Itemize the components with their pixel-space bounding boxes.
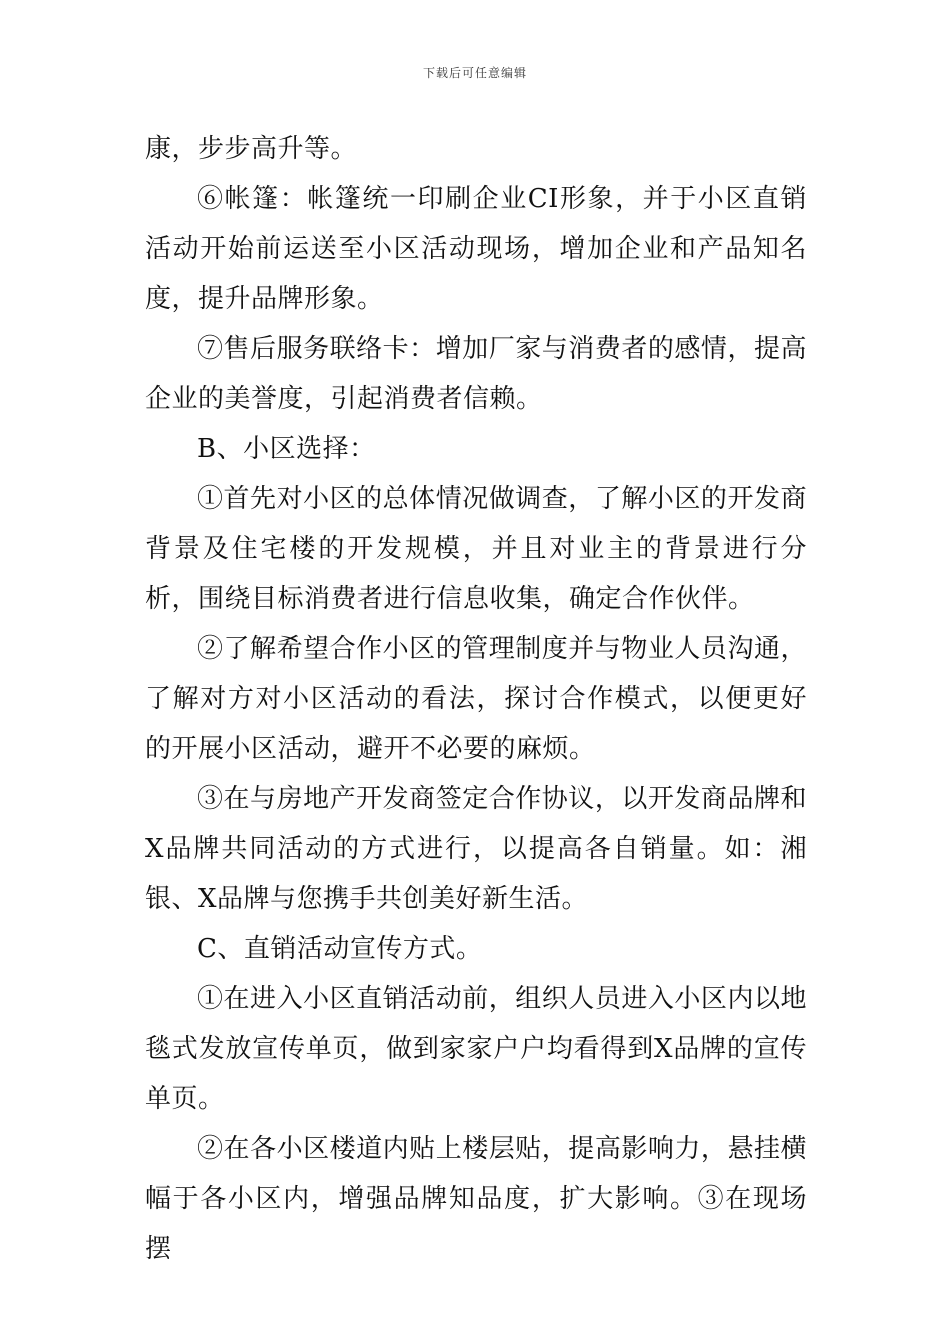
section-heading: B、小区选择：	[197, 434, 376, 464]
document-body	[145, 124, 807, 1274]
paragraph: ②在各小区楼道内贴上楼层贴，提高影响力，悬挂横幅于各小区内，增强品牌知品度，扩大影响。③在现场摆	[145, 1134, 807, 1264]
paragraph: ①在进入小区直销活动前，组织人员进入小区内以地毯式发放宣传单页，做到家家户户均看得到X品牌的宣传单页。	[145, 984, 807, 1114]
page-header-note: 下载后可任意编辑	[422, 66, 527, 80]
paragraph: ⑦售后服务联络卡：增加厂家与消费者的感情，提高企业的美誉度，引起消费者信赖。	[145, 334, 807, 414]
paragraph: 康，步步高升等。	[145, 134, 358, 164]
paragraph: ③在与房地产开发商签定合作协议，以开发商品牌和X品牌共同活动的方式进行，以提高各自销量。如：湘银、X品牌与您携手共创美好新生活。	[145, 784, 807, 914]
paragraph: ①首先对小区的总体情况做调查，了解小区的开发商背景及住宅楼的开发规模，并且对业主的背景进行分析，围绕目标消费者进行信息收集，确定合作伙伴。	[145, 484, 807, 614]
paragraph: ⑥帐篷：帐篷统一印刷企业CI形象，并于小区直销活动开始前运送至小区活动现场，增加企业和产品知名度，提升品牌形象。	[145, 184, 807, 314]
paragraph: ②了解希望合作小区的管理制度并与物业人员沟通，了解对方对小区活动的看法，探讨合作模式，以便更好的开展小区活动，避开不必要的麻烦。	[145, 634, 807, 764]
section-heading: C、直销活动宣传方式。	[197, 934, 483, 964]
